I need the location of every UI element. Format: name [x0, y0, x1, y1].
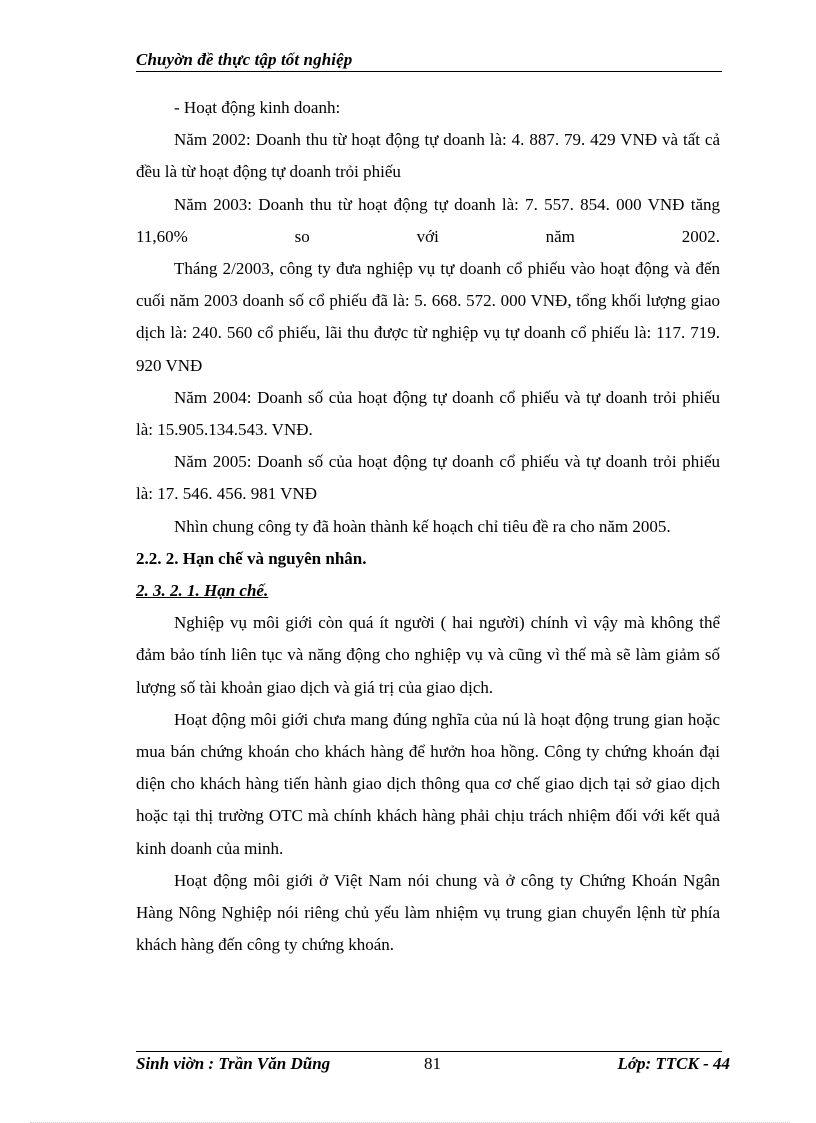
page-header-title: Chuyờn đề thực tập tốt nghiệp — [136, 50, 353, 69]
paragraph-brokerage-vietnam: Hoạt động môi giới ở Việt Nam nói chung và ở công ty Chứng Khoán Ngân Hàng Nông Nghiệp nói riêng chủ yếu làm nhiệm vụ trung gian chuyển lệnh từ phía khách hàng đến công ty chứng khoán. — [136, 870, 720, 955]
paragraph-brokerage-staff: Nghiệp vụ môi giới còn quá ít người ( hai người) chính vì vậy mà không thể đảm bảo tính liên tục và năng động cho nghiệp vụ và cũng vì thế mà sẽ làm giảm số lượng số tài khoản giao dịch và giá trị của giao dịch. — [136, 613, 720, 697]
paragraph-business-activity: - Hoạt động kinh doanh: — [174, 98, 341, 117]
footer-page-number: 81 — [424, 1054, 441, 1073]
paragraph-brokerage-meaning: Hoạt động môi giới chưa mang đúng nghĩa của nú là hoạt động trung gian hoặc mua bán chứng khoán cho khách hàng để hưởn hoa hồng. Công ty chứng khoán đại diện cho khách hàng tiến hành giao dịch thông qua cơ chế giao dịch tại sở giao dịch hoặc tại thị trường OTC mà chính khách hàng phải chịu trách nhiệm đối với kết quả kinh doanh của minh. — [136, 709, 720, 858]
paragraph-feb-2003: Tháng 2/2003, công ty đưa nghiệp vụ tự doanh cổ phiếu vào hoạt động và đến cuối năm 2003 doanh số cổ phiếu đã là: 5. 668. 572. 000 VNĐ, tổng khối lượng giao dịch là: 240. 560 cổ phiếu, lãi thu được từ nghiệp vụ tự doanh cổ phiếu là: 117. 719. 920 VNĐ — [136, 259, 720, 375]
header-divider — [136, 71, 722, 72]
subsection-heading-limitations: 2. 3. 2. 1. Hạn chế. — [136, 581, 269, 601]
paragraph-summary: Nhìn chung công ty đã hoàn thành kế hoạch chỉ tiêu đề ra cho năm 2005. — [174, 516, 671, 536]
page-footer — [136, 1054, 730, 1078]
document-body — [136, 92, 720, 961]
footer-class: Lớp: TTCK - 44 — [617, 1054, 730, 1073]
paragraph-2003: Năm 2003: Doanh thu từ hoạt động tự doanh là: 7. 557. 854. 000 VNĐ tăng 11,60% so với năm 2002. — [136, 194, 720, 246]
paragraph-2004: Năm 2004: Doanh số của hoạt động tự doanh cổ phiếu và tự doanh trỏi phiếu là: 15.905.134.543. VNĐ. — [136, 387, 720, 440]
paragraph-2002: Năm 2002: Doanh thu từ hoạt động tự doanh là: 4. 887. 79. 429 VNĐ và tất cả đều là từ hoạt động tự doanh trỏi phiếu — [136, 130, 720, 182]
paragraph-2005: Năm 2005: Doanh số của hoạt động tự doanh cổ phiếu và tự doanh trỏi phiếu là: 17. 546. 456. 981 VNĐ — [136, 452, 720, 504]
footer-divider — [136, 1051, 722, 1052]
footer-author: Sinh viờn : Trần Văn Dũng — [136, 1054, 331, 1073]
section-heading-limitations-causes: 2.2. 2. Hạn chế và nguyên nhân. — [136, 548, 367, 568]
